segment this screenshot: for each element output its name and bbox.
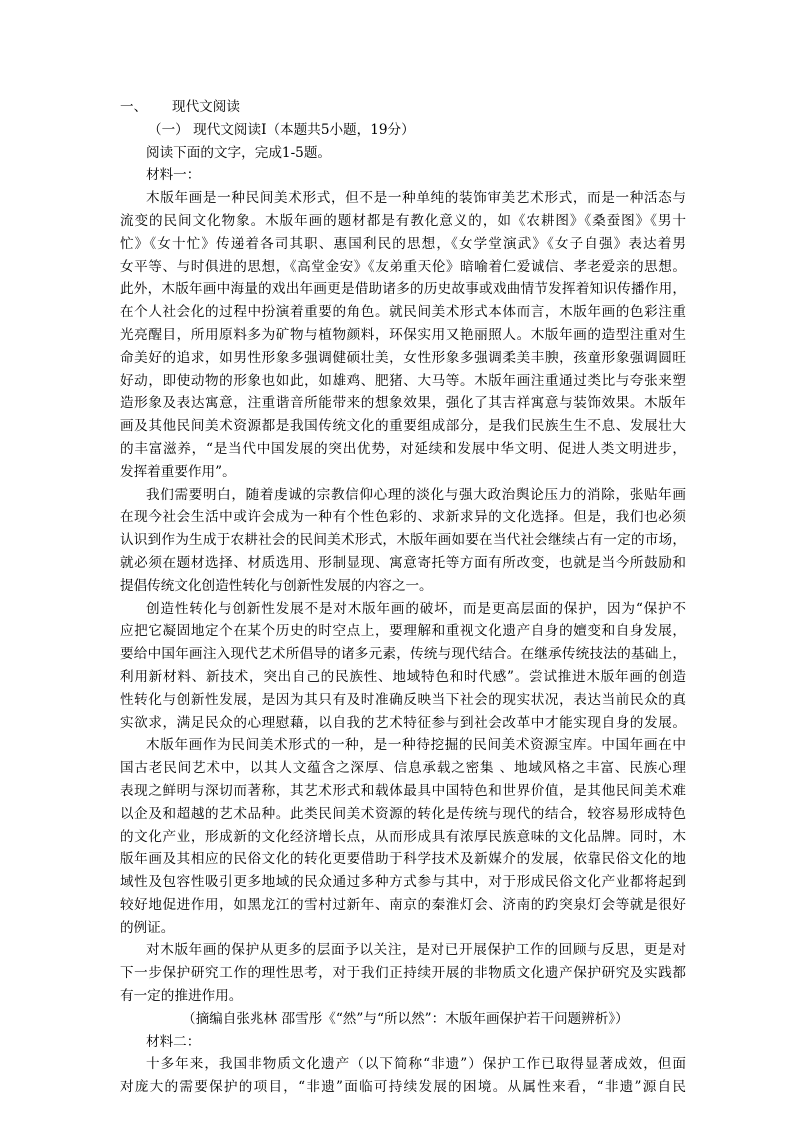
text-line: 光亮醒目，所用原料多为矿物与植物颜料，环保实用又艳丽照人。木版年画的造型注重对生 — [120, 326, 686, 343]
text-line: 就必须在题材选择、材质选用、形制显现、寓意寄托等方面有所改变，也就是当今所鼓励和 — [120, 554, 686, 571]
text-line: 提倡传统文化创造性转化与创新性发展的内容之一。 — [120, 577, 433, 594]
text-line: 对木版年画的保护从更多的层面予以关注，是对已开展保护工作的回顾与反思，更是对 — [146, 942, 686, 959]
material1-paragraph5 — [120, 939, 686, 1007]
text-line: 造形象及表达寓意，注重谐音所能带来的想象效果，强化了其吉祥寓意与装饰效果。木版年 — [120, 395, 686, 412]
material1-paragraph3 — [120, 598, 686, 735]
text-line: 的例证。 — [120, 919, 175, 936]
section-heading — [120, 96, 686, 119]
text-line: 此外，木版年画中海量的戏出年画更是借助诸多的历史故事或戏曲情节发挥着知识传播作用， — [120, 281, 686, 298]
text-line: 要给中国年画注入现代艺术所倡导的诸多元素，传统与现代结合。在继承传统技法的基础上， — [120, 646, 686, 663]
material1-paragraph4 — [120, 734, 686, 939]
material2-label: 材料二： — [146, 1033, 201, 1050]
subsection-heading: （一） 现代文阅读Ⅰ（本题共5小题，19分） — [148, 121, 415, 138]
text-line: 国古老民间艺术中，以其人文蕴含之深厚、信息承载之密集 、地域风格之丰富、民族心理 — [120, 760, 686, 777]
text-line: 流变的民间文化物象。木版年画的题材都是有教化意义的，如《农耕图》《桑蚕图》《男十 — [120, 212, 686, 229]
section-title: 现代文阅读 — [172, 99, 240, 115]
text-line: 有一定的推进作用。 — [120, 988, 243, 1005]
document-page — [120, 96, 686, 1099]
section-number: 一、 — [120, 99, 148, 115]
text-line: 我们需要明白，随着虔诚的宗教信仰心理的淡化与强大政治舆论压力的消除，张贴年画 — [146, 486, 686, 503]
material2-paragraph1 — [120, 1053, 686, 1099]
text-line: 木版年画作为民间美术形式的一种，是一种待挖掘的民间美术资源宝库。中国年画在中 — [146, 737, 686, 754]
text-line: 认识到作为生成于农耕社会的民间美术形式，木版年画如要在当代社会继续占有一定的市场， — [120, 532, 686, 549]
material1-paragraph1 — [120, 187, 686, 483]
material1-label: 材料一： — [146, 167, 201, 184]
text-line: 的丰富滋养，“是当代中国发展的突出优势，对延续和发展中华文明、促进人类文明进步， — [120, 440, 686, 457]
text-line: 对庞大的需要保护的项目，“非遗”面临可持续发展的困境。从属性来看，“非遗”源自民 — [120, 1079, 686, 1096]
text-line: 应把它凝固地定个在某个历史的时空点上，要理解和重视文化遗产自身的嬗变和自身发展， — [120, 623, 686, 640]
text-line: 利用新材料、新技术，突出自己的民族性、地域特色和时代感”。尝试推进木版年画的创造 — [120, 668, 686, 685]
text-line: 表现之鲜明与深切而著称，其艺术形式和载体最具中国特色和世界价值，是其他民间美术难 — [120, 782, 686, 799]
text-line: 命美好的追求，如男性形象多强调健硕壮美，女性形象多强调柔美丰腴，孩童形象强调圆旺 — [120, 349, 686, 366]
text-line: 忙》《女十忙》传递着各司其职、惠国利民的思想，《女学堂演武》《女子自强》表达着男 — [120, 235, 686, 252]
text-line: 版年画及其相应的民俗文化的转化更要借助于科学技术及新媒介的发展，依靠民俗文化的地 — [120, 851, 686, 868]
text-line: 域性及包容性吸引更多地域的民众通过多种方式参与其中，对于形成民俗文化产业都将起到 — [120, 874, 686, 891]
text-line: 下一步保护研究工作的理性思考，对于我们正持续开展的非物质文化遗产保护研究及实践都 — [120, 965, 686, 982]
text-line: 在现今社会生活中或许会成为一种有个性色彩的、求新求异的文化选择。但是，我们也必须 — [120, 509, 686, 526]
text-line: 实欲求，满足民众的心理慰藉，以自我的艺术特征参与到社会改革中才能实现自身的发展。 — [120, 714, 686, 731]
instruction: 阅读下面的文字，完成1-5题。 — [146, 144, 332, 161]
text-line: 女平等、与时俱进的思想，《高堂金安》《友弟重天伦》暗喻着仁爱诚信、孝老爱亲的思想。 — [120, 258, 686, 275]
text-line: 创造性转化与创新性发展不是对木版年画的破坏，而是更高层面的保护，因为“保护不 — [146, 600, 686, 617]
text-line: 在个人社会化的过程中扮演着重要的角色。就民间美术形式本体而言，木版年画的色彩注重 — [120, 304, 686, 321]
text-line: 的文化产业，形成新的文化经济增长点，从而形成具有浓厚民族意味的文化品牌。同时，木 — [120, 828, 686, 845]
material1-paragraph2 — [120, 484, 686, 598]
text-line: 十多年来，我国非物质文化遗产（以下简称“非遗”）保护工作已取得显著成效，但面 — [146, 1056, 686, 1073]
source-citation: （摘编自张兆林 邵雪彤《“然”与“所以然”：木版年画保护若干问题辨析》） — [182, 1010, 629, 1027]
text-line: 发挥着重要作用”。 — [120, 463, 236, 480]
text-line: 性转化与创新性发展，是因为其只有及时准确反映当下社会的现实状况，表达当前民众的真 — [120, 691, 686, 708]
text-line: 好动，即使动物的形象也如此，如雄鸡、肥猪、大马等。木版年画注重通过类比与夸张来塑 — [120, 372, 686, 389]
text-line: 较好地促进作用，如黑龙江的雪村过新年、南京的秦淮灯会、济南的趵突泉灯会等就是很好 — [120, 896, 686, 913]
text-line: 木版年画是一种民间美术形式，但不是一种单纯的装饰审美艺术形式，而是一种活态与 — [146, 190, 686, 207]
text-line: 画及其他民间美术资源都是我国传统文化的重要组成部分，是我们民族生生不息、发展壮大 — [120, 418, 686, 435]
text-line: 以企及和超越的艺术品种。此类民间美术资源的转化是传统与现代的结合，较容易形成特色 — [120, 805, 686, 822]
